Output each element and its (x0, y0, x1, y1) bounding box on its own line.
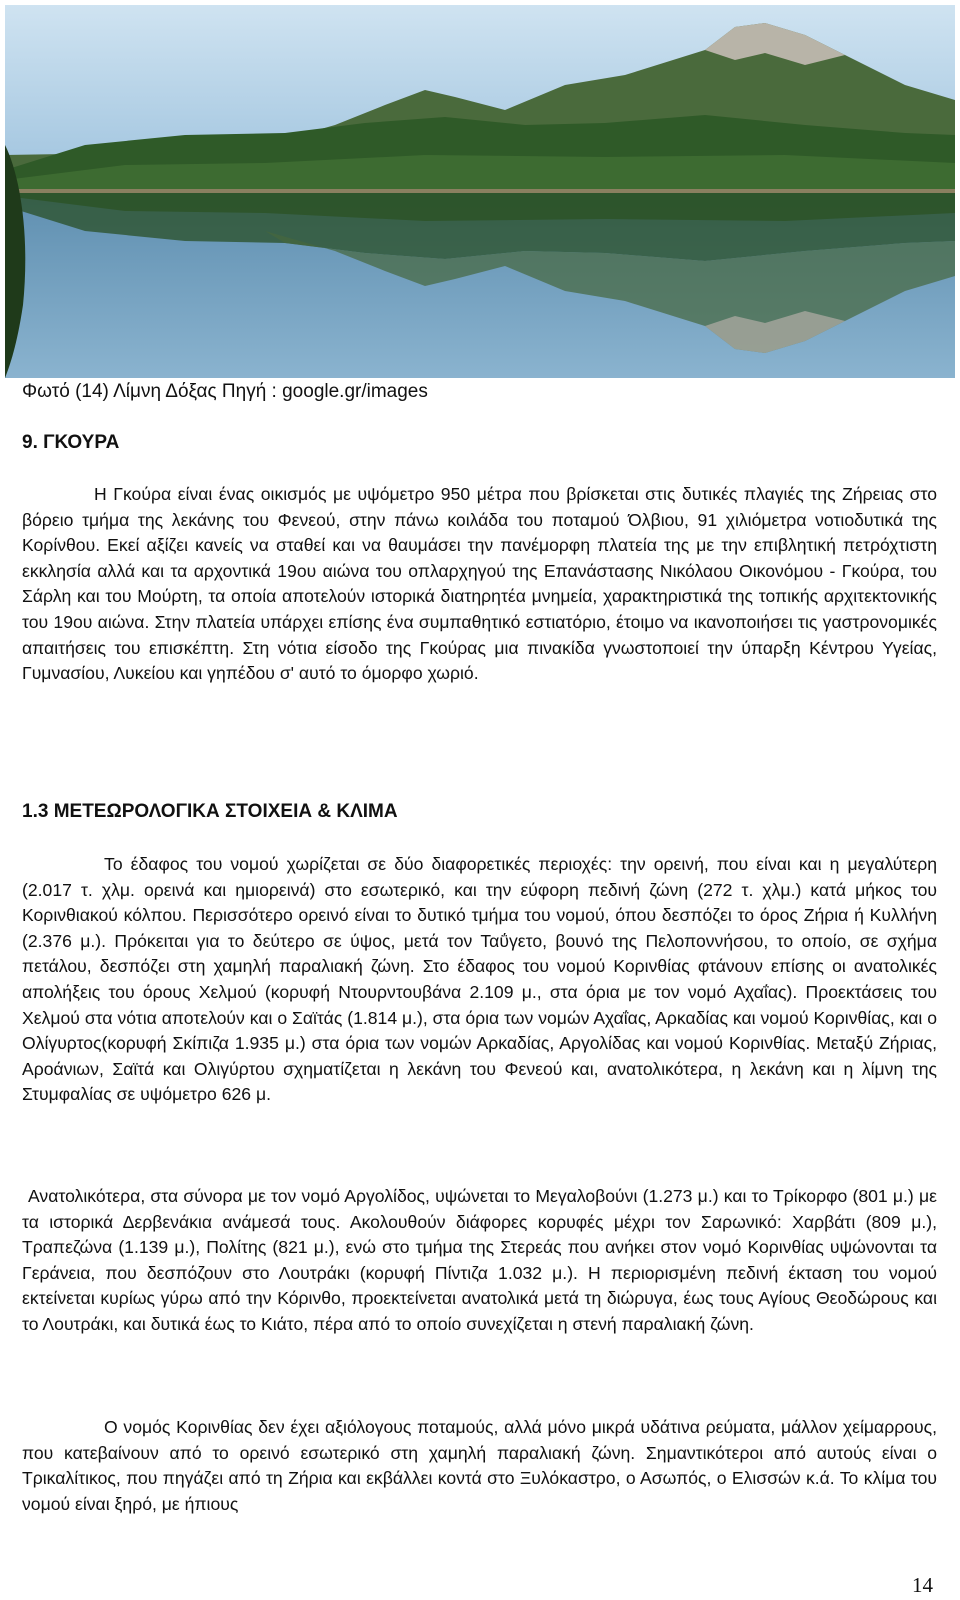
section-heading-climate: 1.3 ΜΕΤΕΩΡΟΛΟΓΙΚΑ ΣΤΟΙΧΕΙΑ & ΚΛΙΜΑ (22, 801, 398, 822)
climate-paragraph-1: Το έδαφος του νομού χωρίζεται σε δύο διαφορετικές περιοχές: την ορεινή, που είναι και η μεγαλύτερη (2.017 τ. χλμ. ορεινά και ημιορεινά) στο εσωτερικό, και την εύφορη πεδινή ζώνη (272 τ. χλμ.) κατά μήκος του Κορινθιακού κόλπου. Περισσότερο ορεινό είναι το δυτικό τμήμα του νομού, όπου δεσπόζει το όρος Ζήρια ή Κυλλήνη (2.376 μ.). Πρόκειται για το δεύτερο σε ύψος, μετά τον Ταΰγετο, βουνό της Πελοποννήσου, το οποίο, σε σχήμα πετάλου, δεσπόζει στη χαμηλή παραλιακή ζώνη. Στο έδαφος του νομού Κορινθίας φτάνουν επίσης οι ανατολικές απολήξεις του όρους Χελμού (κορυφή Ντουρντουβάνα 2.109 μ., στα όρια με τον νομό Αχαΐας). Προεκτάσεις του Χελμού στα νότια αποτελούν και ο Σαϊτάς (1.814 μ.), στα όρια των νομών Αχαΐας, Αρκαδίας και νομού Κορινθίας, και ο Ολίγυρτος(κορυφή Σκίπιζα 1.935 μ.) στα όρια των νομών Αρκαδίας, Αργολίδας και νομού Κορινθίας. Μεταξύ Ζήριας, Αροάνιων, Σαϊτά και Ολιγύρτου σχηματίζεται η λεκάνη του Φενεού και, ανατολικότερα, η λεκάνη και η λίμνη της Στυμφαλίας σε υψόμετρο 626 μ. (22, 854, 937, 1105)
page-number: 14 (912, 1573, 933, 1597)
lake-mountain-photo (5, 5, 955, 378)
climate-paragraph-3: Ο νομός Κορινθίας δεν έχει αξιόλογους ποταμούς, αλλά μόνο μικρά υδάτινα ρεύματα, μάλλον χείμαρρους, που κατεβαίνουν από το ορεινό εσωτερικό στη χαμηλή παραλιακή ζώνη. Σημαντικότεροι από αυτούς είναι ο Τρικαλίτικος, που πηγάζει από τη Ζήρια και εκβάλλει κοντά στο Ξυλόκαστρο, ο Ασωπός, ο Ελισσών κ.ά. Το κλίμα του νομού είναι ξηρό, με ήπιους (22, 1417, 937, 1514)
photo-caption: Φωτό (14) Λίμνη Δόξας Πηγή : google.gr/images (22, 381, 428, 402)
gkoura-paragraph: Η Γκούρα είναι ένας οικισμός με υψόμετρο 950 μέτρα που βρίσκεται στις δυτικές πλαγιές της Ζήρειας στο βόρειο τμήμα της λεκάνης του Φενεού, στην πάνω κοιλάδα του ποταμού Όλβιου, 91 χιλιόμετρα νοτιοδυτικά της Κορίνθου. Εκεί αξίζει κανείς να σταθεί και να θαυμάσει την πανέμορφη πλατεία της με την επιβλητική πετρόχτιστη εκκλησία αλλά και τα αρχοντικά 19ου αιώνα του οπλαρχηγού της Επανάστασης Νικόλαου Οικονόμου - Γκούρα, του Σάρλη και του Μούρτη, τα οποία αποτελούν ιστορικά διατηρητέα μνημεία, χαρακτηριστικά της τοπικής αρχιτεκτονικής του 19ου αιώνα. Στην πλατεία υπάρχει επίσης ένα συμπαθητικό εστιατόριο, έτοιμο να ικανοποιήσει τις γαστρονομικές απαιτήσεις του επισκέπτη. Στη νότια είσοδο της Γκούρας μια πινακίδα γνωστοποιεί την ύπαρξη Κέντρου Υγείας, Γυμνασίου, Λυκείου και γηπέδου σ' αυτό το όμορφο χωριό. (22, 484, 937, 684)
landscape-image (5, 5, 955, 378)
climate-paragraph-2: Ανατολικότερα, στα σύνορα με τον νομό Αργολίδος, υψώνεται το Μεγαλοβούνι (1.273 μ.) και το Τρίκορφο (801 μ.) με τα ιστορικά Δερβενάκια ανάμεσά τους. Ακολουθούν διάφορες κορυφές μέχρι τον Σαρωνικό: Χαρβάτι (809 μ.), Τραπεζώνα (1.139 μ.), Πολίτης (821 μ.), ενώ στο τμήμα της Στερεάς που ανήκει στον νομό Κορινθίας υψώνονται τα Γεράνεια, που δεσπόζουν στο Λουτράκι (κορυφή Πίντιζα 1.032 μ.). Η περιορισμένη πεδινή έκταση του νομού εκτείνεται κυρίως γύρω από την Κόρινθο, προεκτείνεται ανατολικά μετά τη διώρυγα, έως τους Αγίους Θεοδώρους και το Λουτράκι, και δυτικά έως το Κιάτο, πέρα από το οποίο συνεχίζεται η στενή παραλιακή ζώνη. (22, 1186, 937, 1334)
section-heading-gkoura: 9. ΓΚΟΥΡΑ (22, 432, 120, 453)
